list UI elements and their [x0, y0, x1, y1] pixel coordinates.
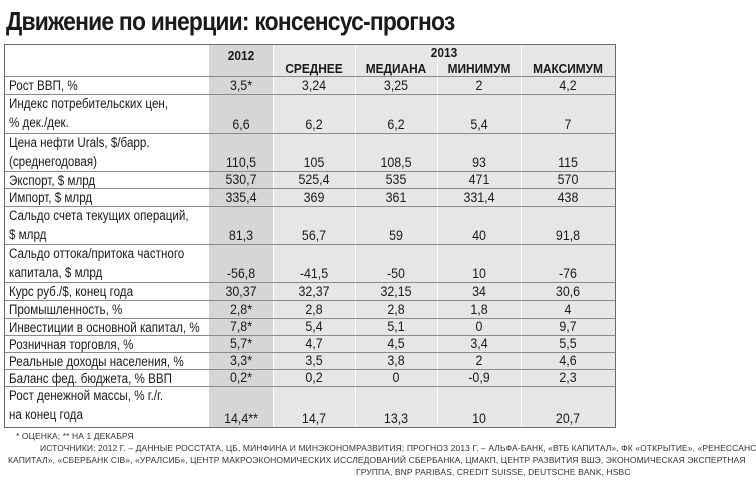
cell-value: 4,2 [559, 78, 577, 93]
cell-value: 81,3 [228, 228, 254, 243]
cell-value: 0,2 [305, 370, 323, 385]
column-header: СРЕДНЕЕ [285, 62, 343, 76]
cell-value: 108,5 [380, 155, 412, 170]
cell-value: 3,25 [383, 78, 409, 93]
header-row-years [5, 45, 615, 61]
cell-value: -56,8 [226, 266, 256, 281]
cell-value: 30,37 [225, 284, 257, 299]
cell-value: 2,8* [229, 302, 253, 317]
cell-value: 1,8 [470, 302, 488, 317]
sources-line-2: КАПИТАЛ», «СБЕРБАНК CIB», «УРАЛСИБ», ЦЕНТР МАКРОЭКОНОМИЧЕСКИХ ИССЛЕДОВАНИЙ СБЕРБАНКА, ЦМАКП, ЦЕНТР РАЗВИТИЯ ВШЭ, ЭКОНОМИЧЕСКАЯ ЭКСПЕРТНАЯ [8, 455, 746, 465]
cell-value: -41,5 [299, 266, 329, 281]
row-label: Рост денежной массы, % г./г. [9, 388, 164, 403]
cell-value: 91,8 [555, 228, 581, 243]
cell-value: 6,2 [305, 117, 323, 132]
table-row [5, 189, 615, 207]
cell-value: 30,6 [555, 284, 581, 299]
forecast-table [4, 44, 616, 428]
column-header: МЕДИАНА [365, 62, 427, 76]
row-label: Баланс фед. бюджета, % ВВП [9, 371, 172, 386]
cell-value: 10 [472, 411, 486, 426]
cell-value: 20,7 [555, 411, 581, 426]
cell-value: 471 [468, 172, 490, 187]
cell-value: 34 [472, 284, 486, 299]
cell-value: 32,15 [380, 284, 412, 299]
cell-value: 7,8* [229, 319, 253, 334]
cell-value: 5,5 [559, 336, 577, 351]
header-row-columns [5, 61, 615, 77]
row-label: Розничная торговля, % [9, 337, 134, 352]
cell-value: 4,7 [305, 336, 323, 351]
row-label: % дек./дек. [9, 115, 69, 130]
cell-value: 3,4 [470, 336, 488, 351]
cell-value: 438 [557, 190, 579, 205]
row-label: Курс руб./$, конец года [9, 284, 134, 299]
row-label: Импорт, $ млрд [9, 190, 93, 205]
cell-value: 3,3* [229, 353, 253, 368]
cell-value: 4,5 [387, 336, 405, 351]
cell-value: 93 [472, 155, 486, 170]
table-row [5, 283, 615, 301]
cell-value: 369 [303, 190, 325, 205]
row-label: Промышленность, % [9, 302, 123, 317]
cell-value: 4 [564, 302, 572, 317]
cell-value: 5,1 [387, 319, 405, 334]
cell-value: 3,24 [301, 78, 327, 93]
cell-value: 5,4 [470, 117, 488, 132]
cell-value: 32,37 [298, 284, 330, 299]
header-year-2012: 2012 [227, 49, 255, 63]
cell-value: 2 [475, 78, 483, 93]
column-header: МАКСИМУМ [533, 62, 603, 76]
cell-value: 13,3 [383, 411, 409, 426]
row-label: Реальные доходы населения, % [9, 354, 184, 369]
cell-value: 6,2 [387, 117, 405, 132]
cell-value: 4,6 [559, 353, 577, 368]
table-row [5, 134, 615, 172]
cell-value: 115 [558, 155, 578, 170]
cell-value: 105 [303, 155, 325, 170]
cell-value: 2 [475, 353, 483, 368]
cell-value: 0 [392, 370, 400, 385]
cell-value: 525,4 [298, 172, 330, 187]
cell-value: 10 [472, 266, 486, 281]
cell-value: 530,7 [225, 172, 257, 187]
table-row [5, 353, 615, 370]
table-row [5, 207, 615, 245]
cell-value: -50 [387, 266, 405, 281]
cell-value: 3,5* [229, 78, 253, 93]
footnote: * ОЦЕНКА; ** НА 1 ДЕКАБРЯ [16, 431, 134, 441]
row-label: (среднегодовая) [9, 154, 98, 169]
row-label: Индекс потребительских цен, [9, 96, 169, 111]
row-label: $ млрд [9, 227, 47, 242]
page-title: Движение по инерции: консенсус-прогноз [6, 6, 455, 36]
cell-value: 3,8 [387, 353, 405, 368]
row-label: Инвестиции в основной капитал, % [9, 320, 200, 335]
table-row [5, 245, 615, 283]
cell-value: -0,9 [468, 370, 490, 385]
cell-value: 0 [475, 319, 483, 334]
table-row [5, 77, 615, 95]
cell-value: -76 [559, 266, 577, 281]
row-label: на конец года [9, 407, 83, 422]
table-row [5, 319, 615, 336]
cell-value: 2,8 [305, 302, 323, 317]
row-label: Цена нефти Urals, $/барр. [9, 135, 150, 150]
cell-value: 335,4 [225, 190, 257, 205]
table-row [5, 336, 615, 353]
cell-value: 59 [389, 228, 403, 243]
cell-value: 535 [385, 172, 407, 187]
cell-value: 56,7 [301, 228, 327, 243]
cell-value: 7 [564, 117, 572, 132]
cell-value: 3,5 [305, 353, 323, 368]
cell-value: 9,7 [559, 319, 577, 334]
table-row [5, 387, 615, 428]
cell-value: 5,4 [305, 319, 323, 334]
cell-value: 2,3 [559, 370, 577, 385]
cell-value: 361 [385, 190, 407, 205]
cell-value: 0,2* [229, 370, 253, 385]
row-label: Рост ВВП, % [9, 78, 78, 93]
row-label: Экспорт, $ млрд [9, 173, 96, 188]
table-row [5, 370, 615, 387]
cell-value: 5,7* [229, 336, 253, 351]
table-row [5, 172, 615, 189]
table-row [5, 95, 615, 134]
table-row [5, 301, 615, 319]
row-label: Сальдо счета текущих операций, [9, 208, 189, 223]
cell-value: 40 [472, 228, 486, 243]
column-header: МИНИМУМ [447, 62, 511, 76]
cell-value: 110,5 [225, 155, 257, 170]
cell-value: 331,4 [463, 190, 495, 205]
cell-value: 14,4** [224, 411, 258, 426]
sources-line-3: ГРУППА, BNP PARIBAS, CREDIT SUISSE, DEUTSCHE BANK, HSBC [356, 467, 631, 477]
row-label: Сальдо оттока/притока частного [9, 246, 185, 261]
cell-value: 14,7 [301, 411, 327, 426]
header-year-2013: 2013 [430, 46, 458, 60]
cell-value: 570 [557, 172, 579, 187]
cell-value: 2,8 [387, 302, 405, 317]
cell-value: 6,6 [232, 117, 250, 132]
sources-line-1: ИСТОЧНИКИ: 2012 Г. – ДАННЫЕ РОССТАТА, ЦБ, МИНФИНА И МИНЭКОНОМРАЗВИТИЯ; ПРОГНОЗ 2013 Г. – АЛЬФА-БАНК, «ВТБ КАПИТАЛ», ФК «ОТКРЫТИЕ», «РЕНЕССАНС [40, 443, 756, 453]
row-label: капитала, $ млрд [9, 265, 103, 280]
